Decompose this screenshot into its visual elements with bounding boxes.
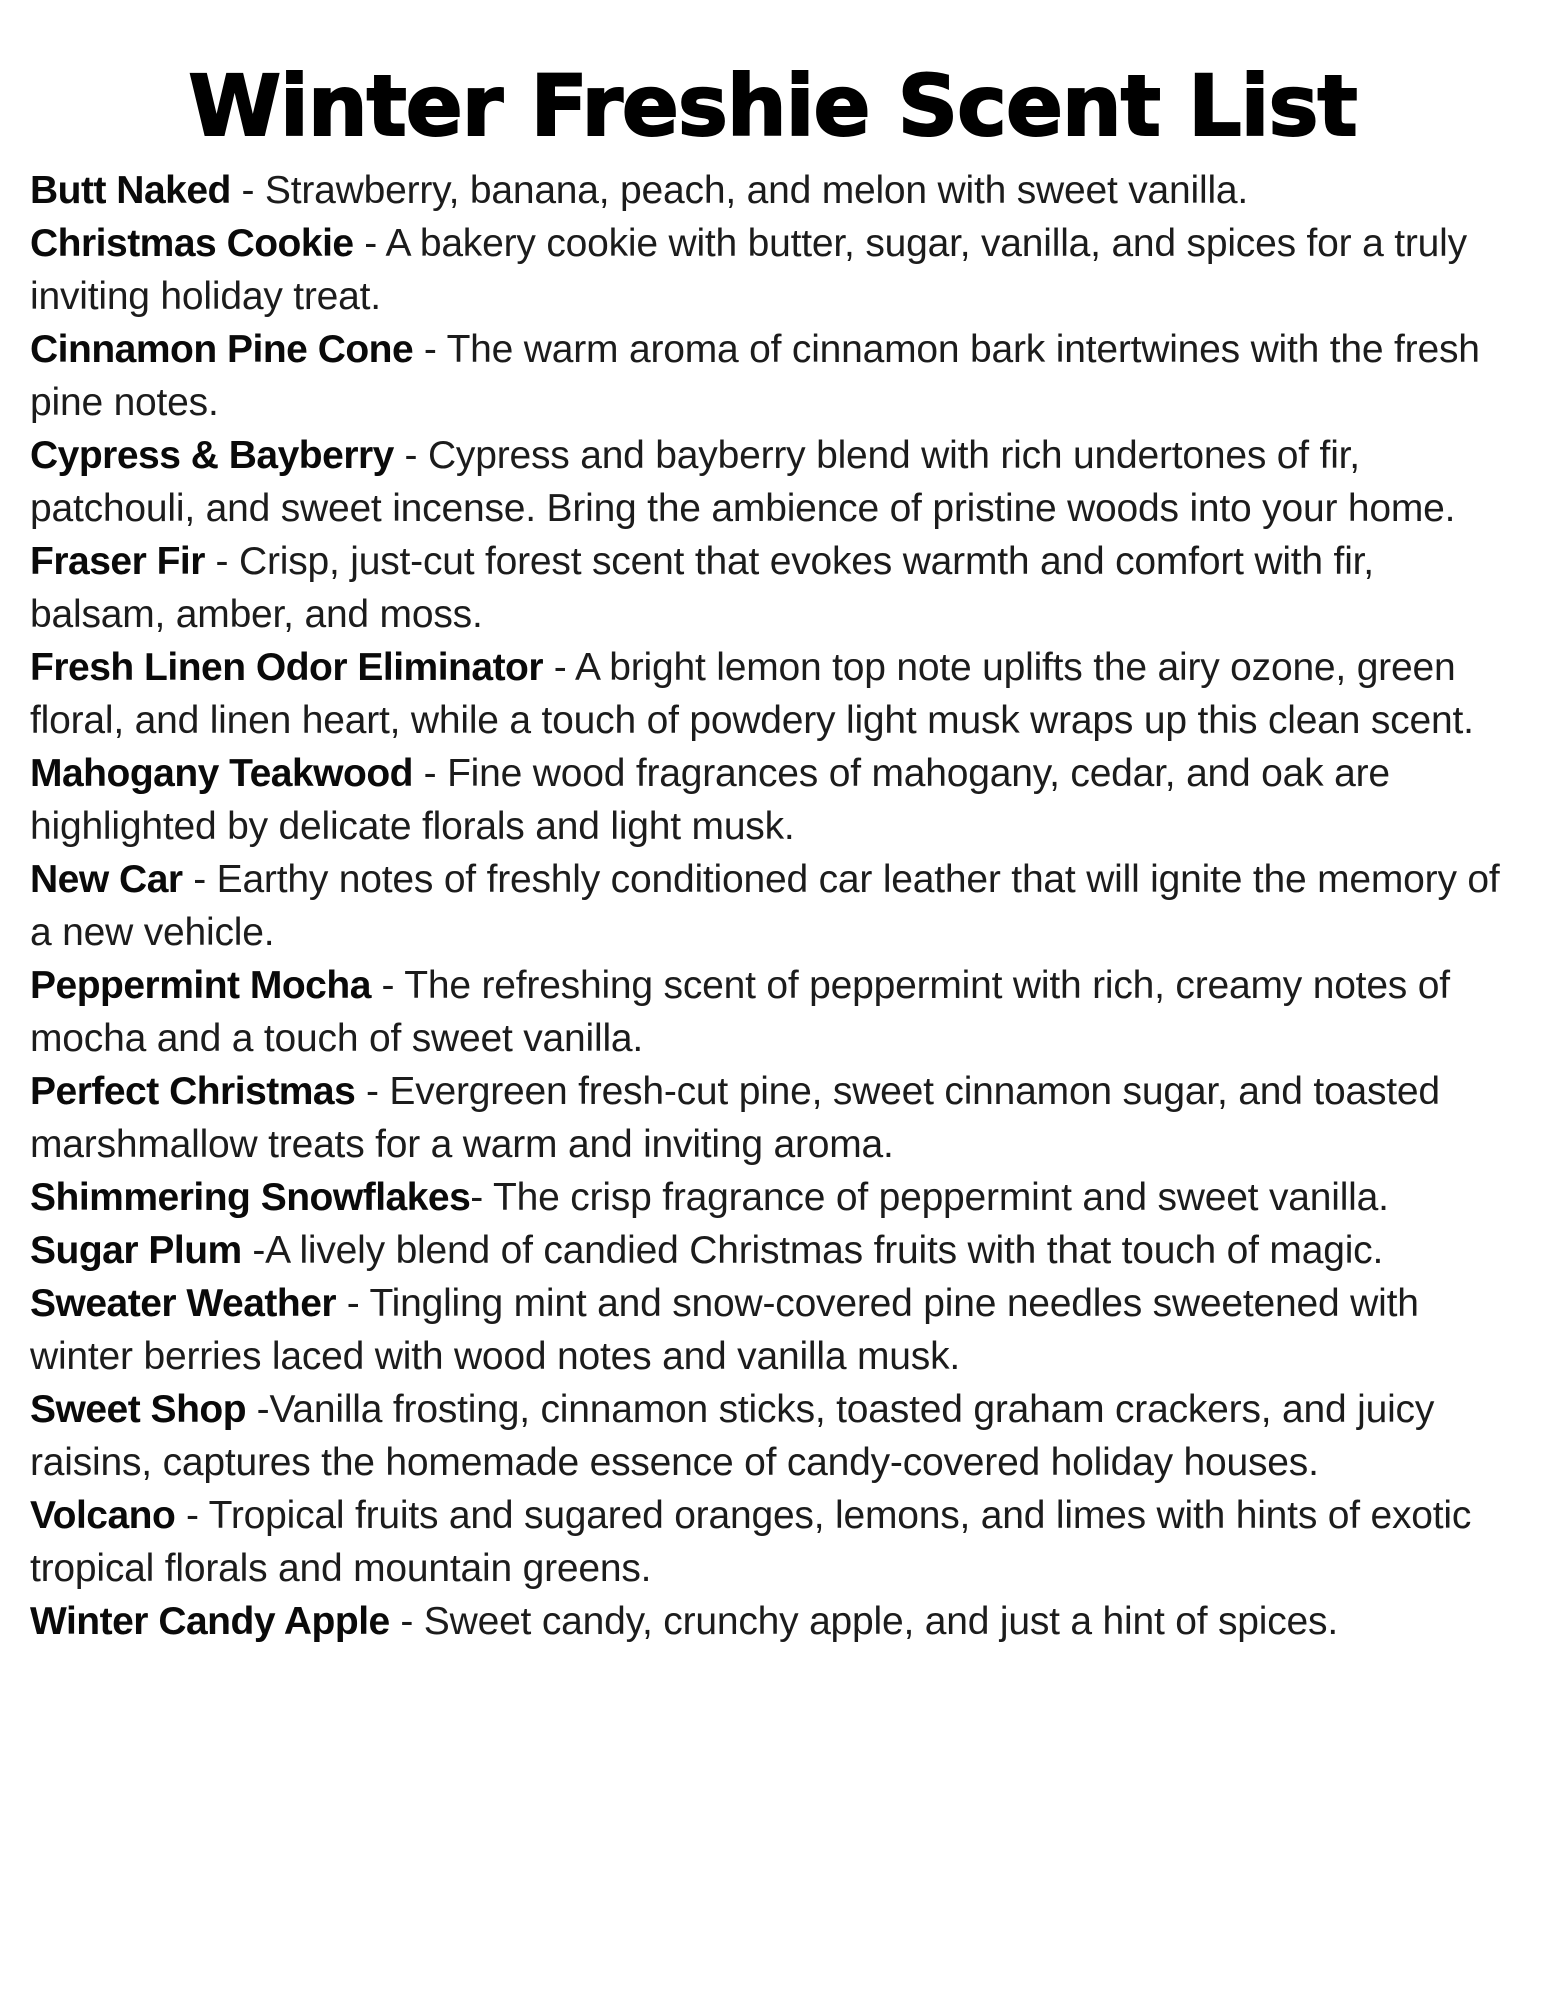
scent-separator: -: [175, 1494, 209, 1537]
scent-name: Perfect Christmas: [30, 1070, 356, 1113]
scent-description: Vanilla frosting, cinnamon sticks, toasted graham crackers, and juicy raisins, captures the homemade essence of candy-covered holiday houses.: [30, 1388, 1435, 1484]
scent-separator: -: [389, 1600, 424, 1643]
scent-entry: [30, 1489, 1515, 1595]
scent-entry: [30, 164, 1515, 217]
scent-name: Cinnamon Pine Cone: [30, 328, 414, 371]
scent-name: Christmas Cookie: [30, 222, 354, 265]
scent-separator: -: [543, 646, 575, 689]
scent-name: Sugar Plum: [30, 1229, 242, 1272]
scent-entry: [30, 1383, 1515, 1489]
scent-description: The refreshing scent of peppermint with rich, creamy notes of mocha and a touch of sweet vanilla.: [30, 964, 1450, 1060]
scent-entry: [30, 535, 1515, 641]
scent-separator: -: [336, 1282, 370, 1325]
scent-description: Cypress and bayberry blend with rich undertones of fir, patchouli, and sweet incense. Bring the ambience of pristine woods into your home.: [30, 434, 1456, 530]
scent-description: A lively blend of candied Christmas fruits with that touch of magic.: [265, 1229, 1384, 1272]
scent-name: Sweater Weather: [30, 1282, 337, 1325]
scent-name: Shimmering Snowflakes: [30, 1176, 471, 1219]
scent-name: Peppermint Mocha: [30, 964, 371, 1007]
scent-description: Earthy notes of freshly conditioned car leather that will ignite the memory of a new vehicle.: [30, 858, 1500, 954]
scent-entry: [30, 1277, 1515, 1383]
scent-name: New Car: [30, 858, 183, 901]
scent-description: The crisp fragrance of peppermint and sweet vanilla.: [493, 1176, 1389, 1219]
scent-separator: -: [393, 434, 428, 477]
scent-description: The warm aroma of cinnamon bark intertwines with the fresh pine notes.: [30, 328, 1480, 424]
scent-entry: [30, 853, 1515, 959]
scent-entry: [30, 1171, 1515, 1224]
scent-separator: -: [230, 169, 265, 212]
scent-entry: [30, 323, 1515, 429]
scent-entry: [30, 429, 1515, 535]
page-title: Winter Freshie Scent List: [188, 57, 1357, 155]
scent-name: Sweet Shop: [30, 1388, 247, 1431]
scent-separator: -: [204, 540, 239, 583]
scent-separator: -: [355, 1070, 390, 1113]
scent-separator: -: [413, 328, 447, 371]
scent-description: Crisp, just-cut forest scent that evokes warmth and comfort with fir, balsam, amber, and moss.: [30, 540, 1374, 636]
scent-list: [0, 164, 1545, 1648]
scent-separator: -: [246, 1388, 270, 1431]
scent-separator: -: [413, 752, 448, 795]
scent-separator: -: [470, 1176, 494, 1219]
scent-description: Evergreen fresh-cut pine, sweet cinnamon sugar, and toasted marshmallow treats for a warm and inviting aroma.: [30, 1070, 1440, 1166]
scent-name: Fresh Linen Odor Eliminator: [30, 646, 544, 689]
scent-entry: [30, 1595, 1515, 1648]
scent-name: Volcano: [30, 1494, 176, 1537]
scent-entry: [30, 747, 1515, 853]
scent-description: A bakery cookie with butter, sugar, vanilla, and spices for a truly inviting holiday treat.: [30, 222, 1467, 318]
scent-description: Tingling mint and snow-covered pine needles sweetened with winter berries laced with wood notes and vanilla musk.: [30, 1282, 1419, 1378]
scent-description: Strawberry, banana, peach, and melon with sweet vanilla.: [264, 169, 1249, 212]
scent-description: Tropical fruits and sugared oranges, lemons, and limes with hints of exotic tropical florals and mountain greens.: [30, 1494, 1472, 1590]
scent-description: Fine wood fragrances of mahogany, cedar, and oak are highlighted by delicate florals and light musk.: [30, 752, 1390, 848]
scent-description: A bright lemon top note uplifts the airy ozone, green floral, and linen heart, while a touch of powdery light musk wraps up this clean scent.: [30, 646, 1474, 742]
scent-separator: -: [370, 964, 405, 1007]
scent-name: Mahogany Teakwood: [30, 752, 413, 795]
scent-entry: [30, 217, 1515, 323]
scent-entry: [30, 1065, 1515, 1171]
scent-entry: [30, 1224, 1515, 1277]
scent-name: Cypress & Bayberry: [30, 434, 394, 477]
scent-name: Winter Candy Apple: [30, 1600, 390, 1643]
scent-separator: -: [182, 858, 217, 901]
scent-name: Butt Naked: [30, 169, 231, 212]
scent-description: Sweet candy, crunchy apple, and just a hint of spices.: [423, 1600, 1338, 1643]
scent-separator: -: [241, 1229, 266, 1272]
scent-name: Fraser Fir: [30, 540, 205, 583]
scent-entry: [30, 641, 1515, 747]
scent-separator: -: [353, 222, 386, 265]
scent-entry: [30, 959, 1515, 1065]
